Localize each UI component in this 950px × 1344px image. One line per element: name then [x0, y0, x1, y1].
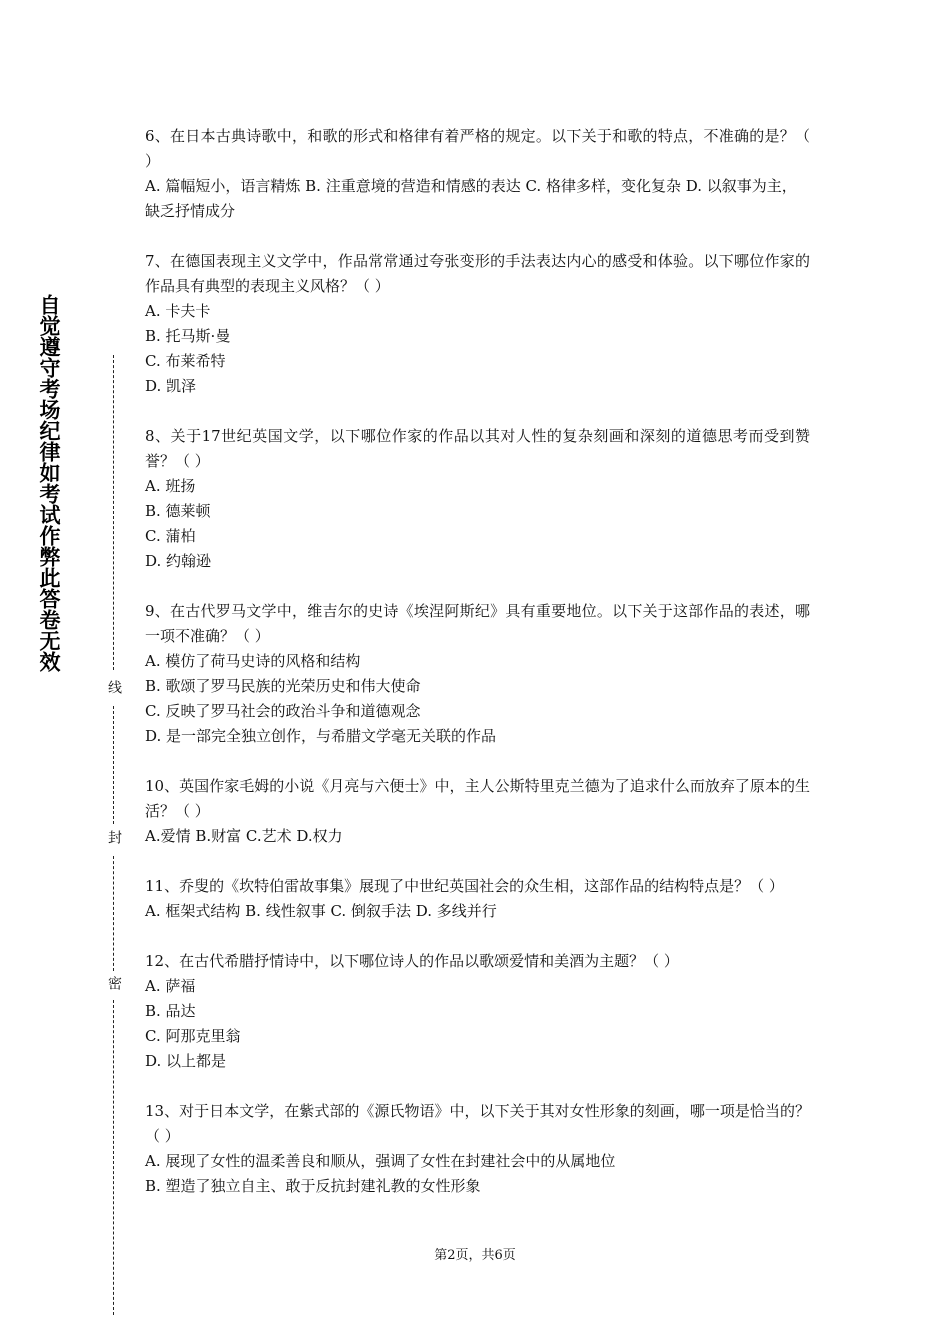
- question-stem: 6、在日本古典诗歌中，和歌的形式和格律有着严格的规定。以下关于和歌的特点，不准确的是？（ ）: [145, 127, 810, 170]
- question-13: [145, 1099, 810, 1199]
- option-line: A. 框架式结构 B. 线性叙事 C. 倒叙手法 D. 多线并行: [145, 902, 497, 920]
- option-c: C. 蒲柏: [145, 527, 196, 545]
- exam-discipline-notice: 自觉遵守考场纪律如考试作弊此答卷无效: [37, 294, 61, 672]
- option-d: D. 约翰逊: [145, 552, 212, 570]
- seal-dashed-line: [113, 355, 114, 670]
- option-d: D. 凯泽: [145, 377, 197, 395]
- question-10: [145, 774, 810, 849]
- seal-dashed-line: [113, 1000, 114, 1315]
- seal-dashed-line: [113, 706, 114, 824]
- option-a: A. 展现了女性的温柔善良和顺从，强调了女性在封建社会中的从属地位: [145, 1152, 616, 1170]
- question-stem: 12、在古代希腊抒情诗中，以下哪位诗人的作品以歌颂爱情和美酒为主题？（ ）: [145, 952, 679, 970]
- question-stem: 8、关于17世纪英国文学，以下哪位作家的作品以其对人性的复杂刻画和深刻的道德思考而受到赞誉？（ ）: [145, 427, 810, 470]
- option-c: C. 阿那克里翁: [145, 1027, 241, 1045]
- option-line: A. 篇幅短小，语言精炼 B. 注重意境的营造和情感的表达 C. 格律多样，变化复杂 D. 以叙事为主，缺乏抒情成分: [145, 177, 797, 220]
- option-b: B. 托马斯·曼: [145, 327, 231, 345]
- question-9: [145, 599, 810, 749]
- option-b: B. 德莱顿: [145, 502, 211, 520]
- question-7: [145, 249, 810, 399]
- option-a: A. 班扬: [145, 477, 196, 495]
- question-stem: 13、对于日本文学，在紫式部的《源氏物语》中，以下关于其对女性形象的刻画，哪一项是恰当的？（ ）: [145, 1102, 810, 1145]
- question-11: [145, 874, 810, 924]
- question-list: [145, 124, 810, 1224]
- question-stem: 10、英国作家毛姆的小说《月亮与六便士》中，主人公斯特里克兰德为了追求什么而放弃了原本的生活？（ ）: [145, 777, 810, 820]
- option-d: D. 以上都是: [145, 1052, 227, 1070]
- option-b: B. 歌颂了罗马民族的光荣历史和伟大使命: [145, 677, 421, 695]
- question-stem: 9、在古代罗马文学中，维吉尔的史诗《埃涅阿斯纪》具有重要地位。以下关于这部作品的表述，哪一项不准确？（ ）: [145, 602, 810, 645]
- option-a: A. 卡夫卡: [145, 302, 211, 320]
- seal-mark-xian: 线: [106, 680, 122, 694]
- option-c: C. 布莱希特: [145, 352, 226, 370]
- option-c: C. 反映了罗马社会的政治斗争和道德观念: [145, 702, 421, 720]
- seal-dashed-line: [113, 856, 114, 971]
- option-b: B. 塑造了独立自主、敢于反抗封建礼教的女性形象: [145, 1177, 481, 1195]
- question-8: [145, 424, 810, 574]
- seal-mark-feng: 封: [106, 830, 122, 844]
- question-12: [145, 949, 810, 1074]
- option-b: B. 品达: [145, 1002, 196, 1020]
- question-stem: 11、乔叟的《坎特伯雷故事集》展现了中世纪英国社会的众生相，这部作品的结构特点是？（ ）: [145, 877, 784, 895]
- page-number: 第2页，共6页: [434, 1248, 516, 1263]
- question-stem: 7、在德国表现主义文学中，作品常常通过夸张变形的手法表达内心的感受和体验。以下哪位作家的作品具有典型的表现主义风格？（ ）: [145, 252, 810, 295]
- option-line: A.爱情 B.财富 C.艺术 D.权力: [145, 827, 343, 845]
- option-a: A. 萨福: [145, 977, 196, 995]
- question-6: [145, 124, 810, 224]
- seal-mark-mi: 密: [106, 976, 122, 990]
- option-d: D. 是一部完全独立创作，与希腊文学毫无关联的作品: [145, 727, 497, 745]
- option-a: A. 模仿了荷马史诗的风格和结构: [145, 652, 361, 670]
